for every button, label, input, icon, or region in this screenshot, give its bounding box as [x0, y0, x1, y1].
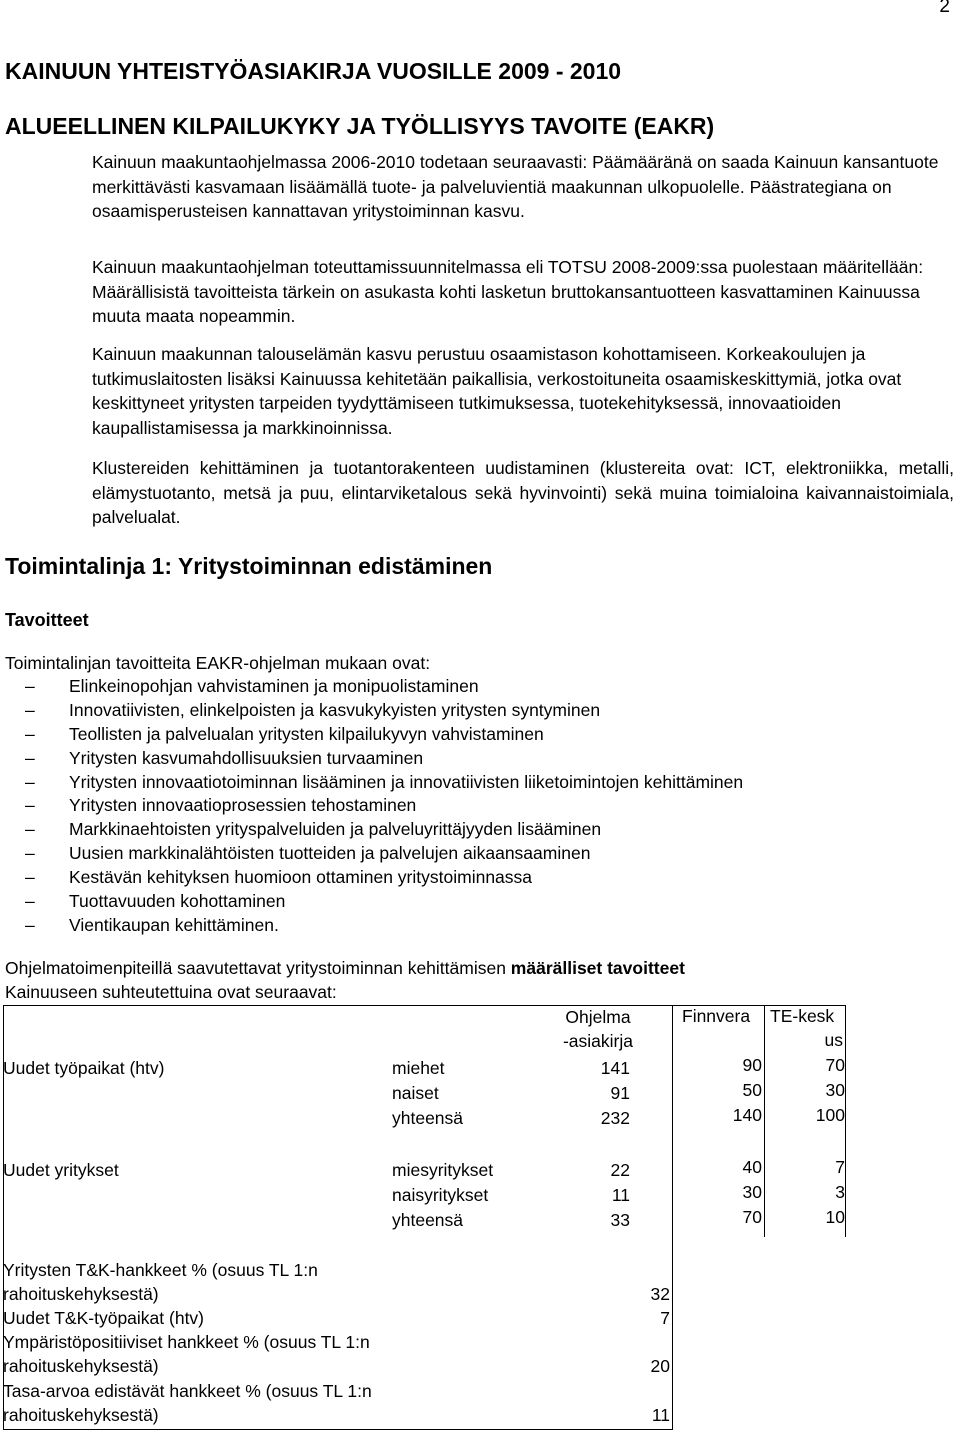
list-item: – Innovatiivisten, elinkelpoisten ja kasvukykyisten yritysten syntyminen — [25, 699, 601, 720]
cell-tekesk: 30 — [825, 1080, 845, 1100]
extra-row-value: 32 — [650, 1284, 670, 1304]
section-heading: Toimintalinja 1: Yritystoiminnan edistäminen — [5, 553, 493, 579]
table-border — [3, 1429, 673, 1430]
dash-bullet: – — [25, 699, 35, 720]
list-item: – Yritysten kasvumahdollisuuksien turvaaminen — [25, 747, 424, 768]
table-border — [672, 1005, 673, 1430]
row-sub: naisyritykset — [392, 1185, 489, 1205]
cell-ohjelma: 11 — [611, 1185, 630, 1205]
goals-table — [3, 1005, 846, 1430]
list-item: – Kestävän kehityksen huomioon ottaminen yritystoiminnassa — [25, 867, 533, 888]
paragraph-2: Kainuun maakuntaohjelman toteuttamissuunnitelmassa eli TOTSU 2008-2009:ssa puolestaan määritellään: Määrällisistä tavoitteista tärkein on asukasta kohti lasketun bruttokansantuotteen kasvattaminen Kainuussa muuta maata nopeammin. — [92, 257, 924, 326]
cell-finnvera: 70 — [742, 1207, 762, 1227]
extra-row-label: Uudet T&K-työpaikat (htv) — [3, 1308, 205, 1328]
goals-intro: Toimintalinjan tavoitteita EAKR-ohjelman mukaan ovat: — [5, 653, 431, 673]
row-sub: yhteensä — [392, 1108, 464, 1128]
list-item: – Teollisten ja palvelualan yritysten kilpailukyvyn vahvistaminen — [25, 723, 544, 744]
cell-finnvera: 30 — [742, 1182, 762, 1202]
paragraph-4: Klustereiden kehittäminen ja tuotantorakenteen uudistaminen (klustereita ovat: ICT, elektroniikka, metalli, elämystuotanto, metsä ja puu, elintarviketalous sekä hyvinvointi) sekä muina toimialoina kaivannaistoimiala, palvelualat. — [92, 458, 954, 527]
extra-row-value: 20 — [650, 1356, 670, 1376]
dash-bullet: – — [25, 867, 35, 888]
header-tekesk-2: us — [824, 1030, 843, 1050]
cell-tekesk: 7 — [835, 1157, 845, 1177]
row-sub: miehet — [392, 1058, 445, 1078]
cell-finnvera: 140 — [732, 1105, 762, 1125]
extra-row-value: 11 — [651, 1405, 670, 1425]
dash-bullet: – — [25, 795, 35, 816]
dash-bullet: – — [25, 891, 35, 912]
cell-ohjelma: 141 — [600, 1058, 630, 1078]
list-item: – Vientikaupan kehittäminen. — [25, 914, 279, 935]
header-ohjelma: Ohjelma — [565, 1007, 631, 1027]
goals-heading: Tavoitteet — [5, 610, 89, 630]
list-item: – Yritysten innovaatioprosessien tehostaminen — [25, 795, 417, 816]
dash-bullet: – — [25, 771, 35, 792]
cell-tekesk: 70 — [825, 1055, 845, 1075]
extra-row-label: Ympäristöpositiiviset hankkeet % (osuus TL 1:n — [3, 1332, 370, 1352]
paragraph-1: Kainuun maakuntaohjelmassa 2006-2010 todetaan seuraavasti: Päämääränä on saada Kainuun kansantuote merkittävästi kasvamaan lisäämällä tuote- ja palveluvientiä maakunnan ulkopuolelle. Päästrategiana on osaamisperusteisen kannattavan yritystoiminnan kasvu. — [92, 152, 939, 221]
cell-tekesk: 10 — [825, 1207, 845, 1227]
cell-tekesk: 100 — [815, 1105, 845, 1125]
cell-ohjelma: 91 — [610, 1083, 630, 1103]
dash-bullet: – — [25, 819, 35, 840]
cell-finnvera: 90 — [742, 1055, 762, 1075]
quantitative-goals-intro: Ohjelmatoimenpiteillä saavutettavat yritystoiminnan kehittämisen määrälliset tavoitteet Kainuuseen suhteutettuina ovat seuraavat: — [5, 958, 685, 1002]
page-number: 2 — [939, 0, 950, 17]
row-sub: yhteensä — [392, 1210, 464, 1230]
list-item: – Uusien markkinalähtöisten tuotteiden ja palvelujen aikaansaaminen — [25, 843, 591, 864]
cell-tekesk: 3 — [835, 1182, 845, 1202]
cell-finnvera: 40 — [742, 1157, 762, 1177]
extra-row-label-2: rahoituskehyksestä) — [3, 1356, 159, 1376]
list-item: – Tuottavuuden kohottaminen — [25, 891, 286, 912]
dash-bullet: – — [25, 723, 35, 744]
dash-bullet: – — [25, 676, 35, 696]
goals-list — [5, 676, 743, 939]
document-subtitle: ALUEELLINEN KILPAILUKYKY JA TYÖLLISYYS TAVOITE (EAKR) — [5, 113, 715, 139]
row-sub: naiset — [392, 1083, 439, 1103]
cell-ohjelma: 22 — [610, 1160, 630, 1180]
extra-row-label-2: rahoituskehyksestä) — [3, 1284, 159, 1304]
table-border — [845, 1005, 846, 1237]
paragraph-3: Kainuun maakunnan talouselämän kasvu perustuu osaamistason kohottamiseen. Korkeakoulujen ja tutkimuslaitosten lisäksi Kainuussa kehitetään paikallisia, verkostoituneita osaamiskeskittymiä, jotka ovat keskittyneet yritysten tarpeiden tyydyttämiseen tutkimuksessa, tuotekehityksessä, innovaatioiden kaupallistamisessa ja markkinoinnissa. — [92, 344, 902, 438]
dash-bullet: – — [25, 914, 35, 935]
list-item: – Elinkeinopohjan vahvistaminen ja monipuolistaminen — [25, 676, 479, 696]
table-border — [764, 1005, 765, 1237]
extra-row-value: 7 — [660, 1308, 670, 1328]
group-label: Uudet työpaikat (htv) — [3, 1058, 165, 1078]
dash-bullet: – — [25, 747, 35, 768]
header-ohjelma-2: -asiakirja — [562, 1031, 634, 1051]
group-label: Uudet yritykset — [3, 1160, 119, 1180]
row-sub: miesyritykset — [392, 1160, 494, 1180]
header-finnvera: Finnvera — [682, 1006, 751, 1026]
list-item: – Markkinaehtoisten yrityspalveluiden ja palveluyrittäjyyden lisääminen — [25, 819, 602, 840]
extra-row-label: Tasa-arvoa edistävät hankkeet % (osuus TL 1:n — [3, 1381, 372, 1401]
extra-row-label: Yritysten T&K-hankkeet % (osuus TL 1:n — [3, 1260, 318, 1280]
dash-bullet: – — [25, 843, 35, 864]
document-title: KAINUUN YHTEISTYÖASIAKIRJA VUOSILLE 2009 - 2010 — [5, 58, 622, 84]
bold-phrase: määrälliset tavoitteet — [510, 958, 685, 978]
header-tekesk: TE-kesk — [770, 1006, 835, 1026]
cell-ohjelma: 33 — [610, 1210, 630, 1230]
extra-row-label-2: rahoituskehyksestä) — [3, 1405, 159, 1425]
cell-ohjelma: 232 — [600, 1108, 630, 1128]
cell-finnvera: 50 — [742, 1080, 762, 1100]
list-item: – Yritysten innovaatiotoiminnan lisääminen ja innovatiivisten liiketoimintojen kehittäminen — [25, 771, 744, 792]
